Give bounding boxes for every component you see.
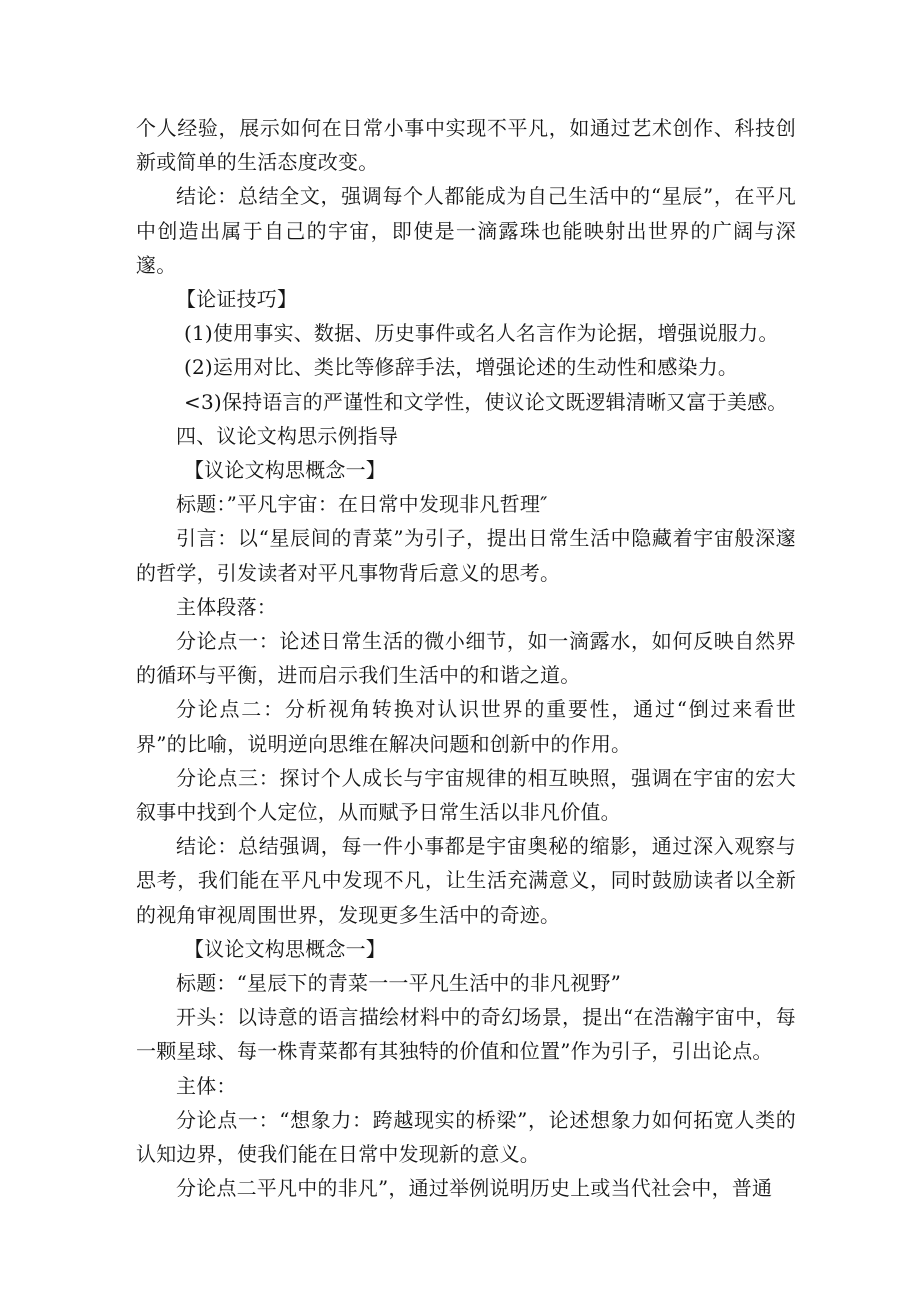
section-heading-4: 四、议论文构思示例指导 [176,423,399,448]
list-item-technique-3: <3)保持语言的严谨性和文学性，使议论文既逻辑清晰又富于美感。 [184,389,788,414]
paragraph-continued: 个人经验，展示如何在日常小事中实现不平凡，如通过艺术创作、科技创新或简单的生活态度改变。 [136,116,796,175]
list-item-technique-1: (1)使用事实、数据、历史事件或名人名言作为论据，增强说服力。 [184,321,779,346]
heading-concept-2: 【议论文构思概念一】 [184,936,386,961]
paragraph-title-2: 标题：“星辰下的青菜一一平凡生活中的非凡视野” [176,971,622,996]
paragraph-opening-2: 开头：以诗意的语言描绘材料中的奇幻场景，提出“在浩瀚宇宙中，每一颗星球、每一株青菜都有其独特的价值和位置”作为引子，引出论点。 [136,1005,796,1064]
paragraph-body-label-1: 主体段落： [176,594,277,619]
paragraph-point-3: 分论点三：探讨个人成长与宇宙规律的相互映照，强调在宇宙的宏大叙事中找到个人定位，从而赋予日常生活以非凡价值。 [136,765,796,825]
paragraph-body-label-2: 主体： [176,1073,237,1098]
document-body [136,111,796,1206]
heading-argument-techniques: 【论证技巧】 [176,287,298,312]
paragraph-title-1: 标题：”平凡宇宙：在日常中发现非凡哲理″ [176,492,548,517]
heading-concept-1: 【议论文构思概念一】 [184,458,386,483]
paragraph-conclusion-1: 结论：总结强调，每一件小事都是宇宙奥秘的缩影，通过深入观察与思考，我们能在平凡中发现不凡，让生活充满意义，同时鼓励读者以全新的视角审视周围世界，发现更多生活中的奇迹。 [136,834,796,927]
paragraph-intro-1: 引言：以“星辰间的青菜”为引子，提出日常生活中隐藏着宇宙般深邃的哲学，引发读者对平凡事物背后意义的思考。 [136,526,796,585]
paragraph-point-1: 分论点一：论述日常生活的微小细节，如一滴露水，如何反映自然界的循环与平衡，进而启示我们生活中的和谐之道。 [136,629,796,688]
paragraph-conclusion: 结论：总结全文，强调每个人都能成为自己生活中的“星辰”，在平凡中创造出属于自己的宇宙，即使是一滴露珠也能映射出世界的广阔与深邃。 [136,184,796,277]
paragraph-point-2: 分论点二：分析视角转换对认识世界的重要性，通过“倒过来看世界”的比喻，说明逆向思维在解决问题和创新中的作用。 [136,697,796,756]
paragraph-point-2-1: 分论点一：“想象力：跨越现实的桥梁”，论述想象力如何拓宽人类的认知边界，使我们能在日常中发现新的意义。 [136,1107,796,1167]
list-item-technique-2: (2)运用对比、类比等修辞手法，增强论述的生动性和感染力。 [184,355,739,380]
paragraph-point-2-2: 分论点二平凡中的非凡”，通过举例说明历史上或当代社会中，普通 [176,1176,773,1201]
